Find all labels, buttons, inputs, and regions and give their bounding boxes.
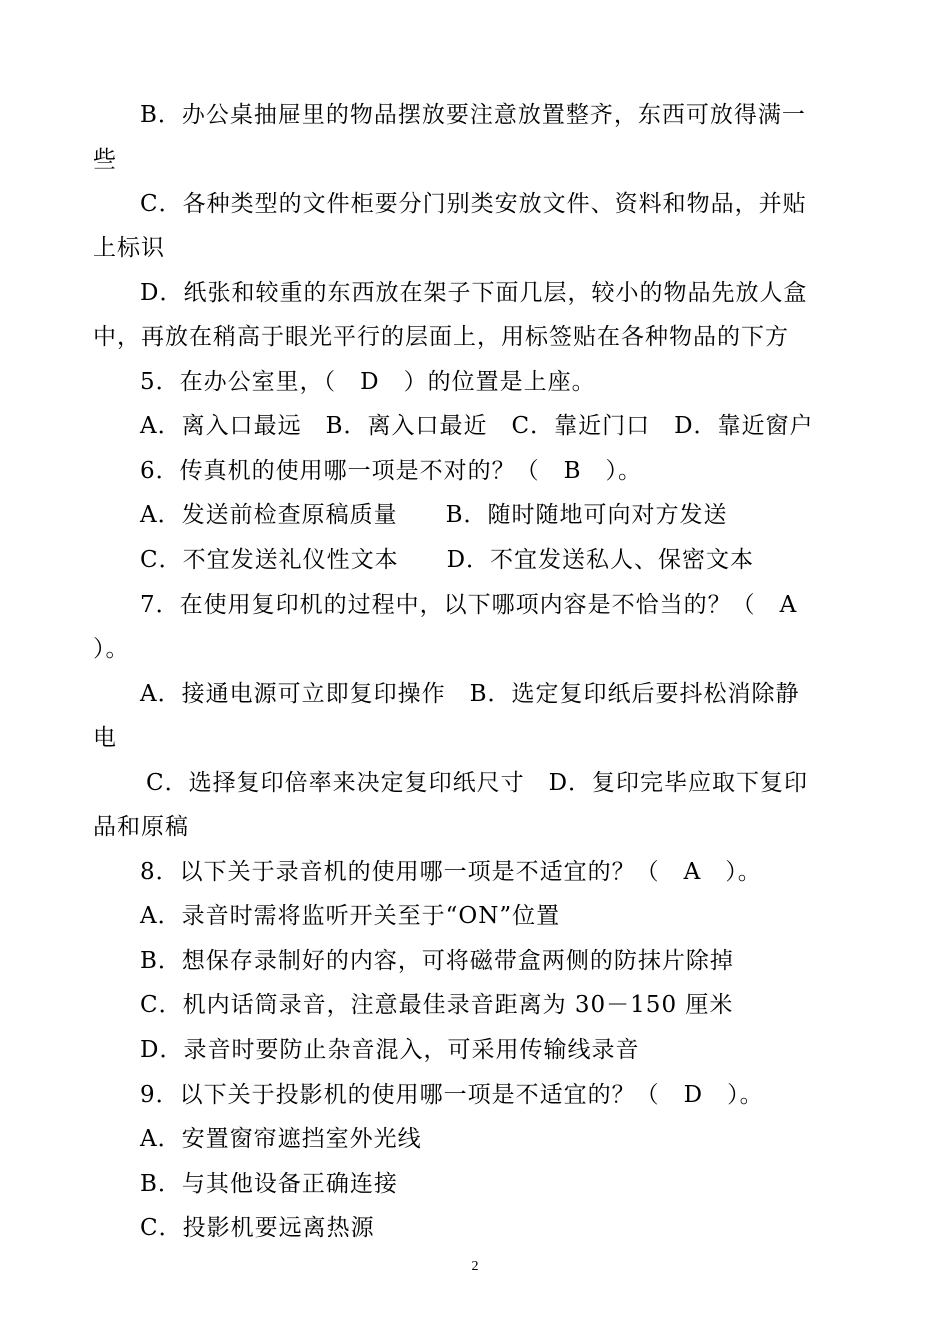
text-line: D．纸张和较重的东西放在架子下面几层，较小的物品先放人盒 (140, 280, 808, 306)
question-9: 9．以下关于投影机的使用哪一项是不适宜的？（ D ）。 (140, 1082, 764, 1108)
option-8-a: A．录音时需将监听开关至于“ON”位置 (140, 903, 561, 929)
question-8: 8．以下关于录音机的使用哪一项是不适宜的？（ A ）。 (140, 859, 762, 885)
option-9-b: B．与其他设备正确连接 (140, 1171, 398, 1197)
page-number: 2 (471, 1259, 479, 1274)
text-line: 电 (93, 725, 117, 751)
option-8-c: C．机内话筒录音，注意最佳录音距离为 30－150 厘米 (140, 992, 734, 1018)
question-7: 7．在使用复印机的过程中，以下哪项内容是不恰当的？（ A (140, 592, 798, 618)
options-7-ab: A．接通电源可立即复印操作 B．选定复印纸后要抖松消除静 (140, 681, 800, 707)
options-6-cd: C．不宜发送礼仪性文本 D．不宜发送私人、保密文本 (140, 547, 755, 573)
text-line: 上标识 (93, 235, 165, 261)
text-line: 品和原稿 (93, 814, 189, 840)
text-line: ）。 (93, 636, 130, 662)
question-5: 5．在办公室里，（ D ）的位置是上座。 (140, 369, 596, 395)
options-6-ab: A．发送前检查原稿质量 B．随时随地可向对方发送 (140, 502, 728, 528)
option-9-c: C．投影机要远离热源 (140, 1215, 375, 1241)
question-6: 6．传真机的使用哪一项是不对的？（ B ）。 (140, 458, 643, 484)
text-line: 中，再放在稍高于眼光平行的层面上，用标签贴在各种物品的下方 (93, 324, 789, 350)
option-9-a: A．安置窗帘遮挡室外光线 (140, 1126, 422, 1152)
option-8-b: B．想保存录制好的内容，可将磁带盒两侧的防抹片除掉 (140, 948, 734, 974)
text-line: B．办公桌抽屉里的物品摆放要注意放置整齐，东西可放得满一 (140, 102, 806, 128)
options-7-cd: C．选择复印倍率来决定复印纸尺寸 D．复印完毕应取下复印 (146, 770, 809, 796)
options-5: A．离入口最远 B．离入口最近 C．靠近门口 D．靠近窗户 (140, 413, 814, 439)
option-8-d: D．录音时要防止杂音混入，可采用传输线录音 (140, 1037, 640, 1063)
text-line: 些 (93, 147, 117, 173)
text-line: C．各种类型的文件柜要分门别类安放文件、资料和物品，并贴 (140, 191, 807, 217)
